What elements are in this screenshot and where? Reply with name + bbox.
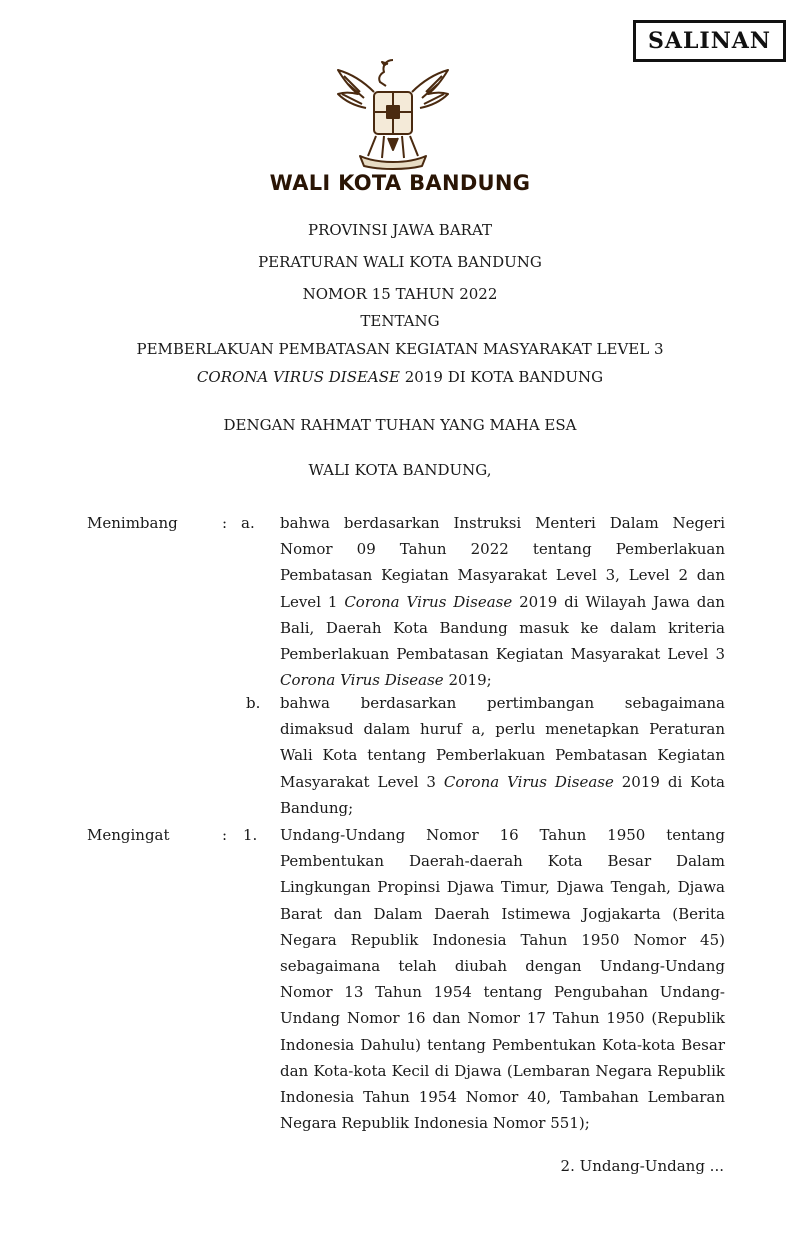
item-a-text-3: 2019; — [443, 671, 492, 690]
continuation-catchword: 2. Undang-Undang ... — [560, 1157, 724, 1175]
about-heading: TENTANG — [360, 312, 440, 330]
subject-line-1: PEMBERLAKUAN PEMBATASAN KEGIATAN MASYARAKAT LEVEL 3 — [136, 340, 664, 358]
menimbang-colon: : — [222, 514, 228, 532]
menimbang-marker-b: b. — [246, 694, 261, 712]
menimbang-item-a — [280, 510, 725, 693]
item-b-text-1: bahwa berdasarkan pertimbangan sebagaimana dimaksud dalam huruf a, perlu menetapkan Peraturan Wali Kota tentang Pemberlakuan Pembatasan Kegiatan Masyarakat Level 3 — [280, 694, 725, 791]
menimbang-item-b — [280, 690, 725, 821]
province-heading: PROVINSI JAWA BARAT — [308, 221, 492, 239]
item-b-text-2: 2019 di Kota Bandung; — [280, 772, 725, 817]
issuer-title: WALI KOTA BANDUNG — [269, 171, 531, 195]
mengingat-label: Mengingat — [87, 826, 170, 844]
subject-rest: 2019 DI KOTA BANDUNG — [400, 368, 604, 386]
garuda-emblem-icon — [330, 52, 456, 172]
item-b-italic-1: Corona Virus Disease — [443, 772, 614, 791]
invocation: DENGAN RAHMAT TUHAN YANG MAHA ESA — [223, 416, 577, 434]
item-a-italic-1: Corona Virus Disease — [344, 592, 513, 611]
menimbang-label: Menimbang — [87, 514, 178, 532]
subject-italic: CORONA VIRUS DISEASE — [196, 368, 400, 386]
item-a-italic-2: Corona Virus Disease — [280, 671, 444, 690]
subject-line-2 — [0, 367, 800, 387]
mengingat-marker-1: 1. — [243, 826, 258, 844]
mengingat-item-1: Undang-Undang Nomor 16 Tahun 1950 tentang Pembentukan Daerah-daerah Kota Besar Dalam Lingkungan Propinsi Djawa Timur, Djawa Tengah, Djawa Barat dan Dalam Daerah Istimewa Jogjakarta (Berita Negara Republik Indonesia Tahun 1950 Nomor 45) sebagaimana telah diubah dengan Undang-Undang Nomor 13 Tahun 1954 tentang Pengubahan Undang-Undang Nomor 16 dan Nomor 17 Tahun 1950 (Republik Indonesia Dahulu) tentang Pembentukan Kota-kota Besar dan Kota-kota Kecil di Djawa (Lembaran Negara Republik Indonesia Tahun 1954 Nomor 40, Tambahan Lembaran Negara Republik Indonesia Nomor 551); — [280, 826, 725, 1133]
salinan-stamp: SALINAN — [633, 20, 786, 62]
menimbang-marker-a: a. — [241, 514, 255, 532]
item-a-text-1: bahwa berdasarkan Instruksi Menteri Dalam Negeri Nomor 09 Tahun 2022 tentang Pemberlakuan Pembatasan Kegiatan Masyarakat Level 3, Level 2 dan Level 1 — [280, 514, 725, 611]
authority: WALI KOTA BANDUNG, — [308, 461, 492, 479]
regulation-number: NOMOR 15 TAHUN 2022 — [302, 285, 498, 303]
mengingat-colon: : — [222, 826, 228, 844]
regulation-heading: PERATURAN WALI KOTA BANDUNG — [258, 253, 542, 271]
item-a-text-2: 2019 di Wilayah Jawa dan Bali, Daerah Kota Bandung masuk ke dalam kriteria Pemberlakuan Pembatasan Kegiatan Masyarakat Level 3 — [280, 592, 725, 664]
